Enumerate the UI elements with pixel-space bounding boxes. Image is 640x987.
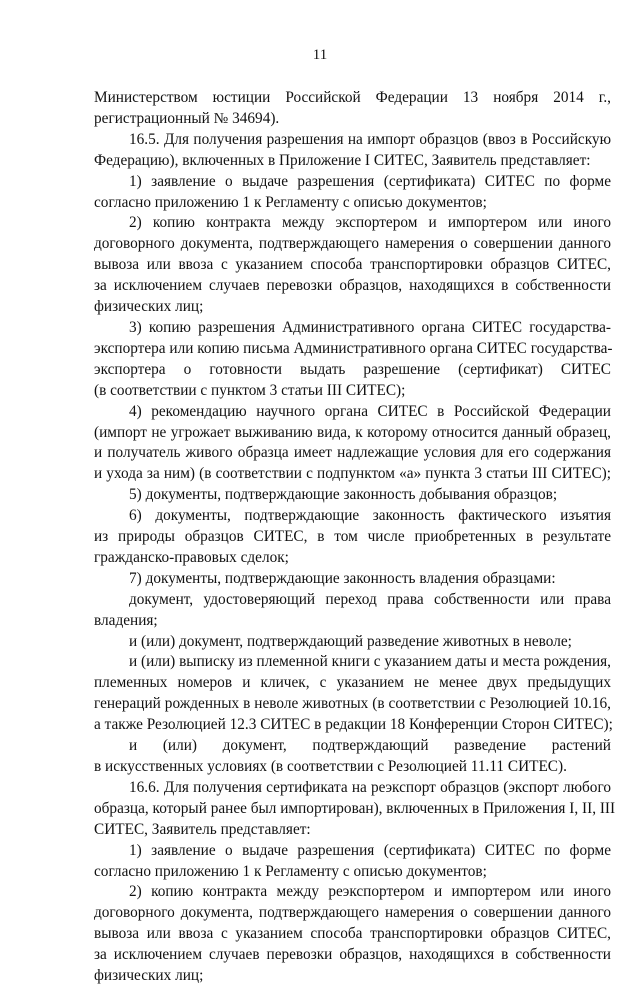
text-line: гражданско-правовых сделок; — [94, 548, 289, 566]
text-line: регистрационный № 34694). — [94, 109, 280, 127]
text-line: 2) копию контракта между реэкспортером и импортером или иного — [129, 883, 611, 901]
text-line: физических лиц; — [94, 967, 204, 985]
text-line: физических лиц; — [94, 298, 204, 316]
text-line: и (или) документ, подтверждающий разведение животных в неволе; — [129, 632, 572, 650]
text-line: (в соответствии с пунктом 3 статьи III СИТЕС); — [94, 381, 406, 399]
text-line: 5) документы, подтверждающие законность добывания образцов; — [129, 486, 558, 504]
text-line: вывоза или ввоза с указанием способа транспортировки образцов СИТЕС, — [94, 925, 611, 943]
text-line: 4) рекомендацию научного органа СИТЕС в Российской Федерации — [129, 402, 611, 420]
text-line: образца, который ранее был импортирован), включенных в Приложения I, II, III — [94, 799, 616, 817]
document-body — [94, 88, 616, 987]
text-line: за исключением случаев перевозки образцов, находящихся в собственности — [94, 946, 611, 964]
text-line: и (или) выписку из племенной книги с указанием даты и места рождения, — [129, 653, 611, 671]
text-line: вывоза или ввоза с указанием способа транспортировки образцов СИТЕС, — [94, 256, 611, 274]
text-line: 16.6. Для получения сертификата на реэкспорт образцов (экспорт любого — [129, 778, 611, 796]
text-line: и получатель живого образца имеет надлежащие условия для его содержания — [94, 444, 611, 462]
text-line: СИТЕС, Заявитель представляет: — [94, 820, 311, 838]
text-line: из природы образцов СИТЕС, в том числе приобретенных в результате — [94, 528, 611, 546]
text-line: договорного документа, подтверждающего намерения о совершении данного — [94, 904, 611, 922]
text-line: и (или) документ, подтверждающий разведение растений — [129, 737, 611, 755]
text-line: экспортера или копию письма Административного органа СИТЕС государства- — [94, 339, 613, 357]
text-line: согласно приложению 1 к Регламенту с описью документов; — [94, 862, 487, 880]
text-line: 1) заявление о выдаче разрешения (сертификата) СИТЕС по форме — [129, 172, 611, 190]
text-line: за исключением случаев перевозки образцов, находящихся в собственности — [94, 277, 611, 295]
text-line: генераций рожденных в неволе животных (в соответствии с Резолюцией 10.16, — [94, 695, 611, 713]
text-line: согласно приложению 1 к Регламенту с описью документов; — [94, 193, 487, 211]
text-line: племенных номеров и кличек, с указанием не менее двух предыдущих — [94, 674, 611, 692]
text-line: а также Резолюцией 12.3 СИТЕС в редакции 18 Конференции Сторон СИТЕС); — [94, 716, 613, 734]
text-line: в искусственных условиях (в соответствии с Резолюцией 11.11 СИТЕС). — [94, 758, 567, 775]
text-line: 6) документы, подтверждающие законность фактического изъятия — [129, 507, 611, 525]
text-line: договорного документа, подтверждающего намерения о совершении данного — [94, 235, 611, 253]
text-line: экспортера о готовности выдать разрешение (сертификат) СИТЕС — [94, 360, 611, 378]
text-line: документ, удостоверяющий переход права собственности или права — [129, 590, 611, 608]
text-line: 1) заявление о выдаче разрешения (сертификата) СИТЕС по форме — [129, 841, 611, 859]
text-line: Министерством юстиции Российской Федерации 13 ноября 2014 г., — [94, 89, 611, 106]
text-line: 2) копию контракта между экспортером и импортером или иного — [129, 214, 611, 232]
text-line: 3) копию разрешения Административного органа СИТЕС государства- — [129, 318, 611, 336]
text-line: (импорт не угрожает выживанию вида, к которому относится данный образец, — [94, 423, 611, 441]
text-line: Федерацию), включенных в Приложение I СИТЕС, Заявитель представляет: — [94, 151, 591, 169]
text-line: владения; — [94, 611, 158, 629]
text-line: 16.5. Для получения разрешения на импорт образцов (ввоз в Российскую — [129, 130, 611, 148]
page-number: 11 — [312, 47, 328, 63]
text-line: и ухода за ним) (в соответствии с подпунктом «а» пункта 3 статьи III СИТЕС); — [94, 465, 611, 483]
text-line: 7) документы, подтверждающие законность владения образцами: — [129, 569, 556, 587]
